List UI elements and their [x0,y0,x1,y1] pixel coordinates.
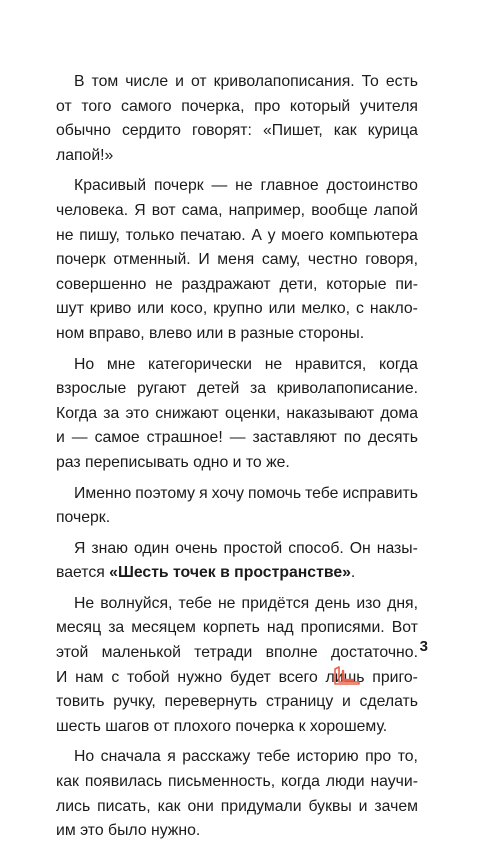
word: перевернуть [164,693,258,711]
word: пишу, [79,226,120,244]
word: как [157,797,181,815]
word: вообще [311,201,368,219]
word: компьютера [329,226,418,244]
word: нужно [177,668,223,686]
word: криволапописание. [276,380,418,398]
text-line: раз переписывать одно и то же. [56,453,290,471]
text-line [56,426,418,451]
text-line [56,95,418,120]
word: от [190,73,207,90]
word: помочь [248,484,302,502]
word: изо [356,594,382,612]
word: страницу [266,693,334,711]
text-line [56,353,418,378]
word: — [211,177,228,195]
word: месяц [56,619,102,637]
word: говорят: [191,122,252,140]
word: пи- [395,275,418,293]
method-title: «Шесть точек в пространстве» [109,564,351,582]
word: писать, [97,797,151,815]
word: раздражают [181,275,271,293]
word: саму, [261,251,301,269]
word: дома [380,404,418,422]
word: не [155,275,173,293]
word: человека. [56,201,129,219]
word: или [268,300,296,318]
paragraph [56,70,418,168]
word: есть [385,73,418,90]
text-line [56,402,418,427]
word: снижают [155,404,219,422]
word: курица [367,122,418,140]
word: знаю [91,539,128,557]
text-run: . [350,564,356,582]
word: взрослые [56,380,127,398]
word: не [217,594,236,612]
word: мне [106,355,136,373]
word: оценки, [224,404,281,422]
word: они [187,797,214,815]
word: лапой [373,201,418,219]
word: и [358,797,368,815]
word: поэтому [135,484,196,502]
text-line [56,592,418,617]
word: Красивый [74,177,147,195]
text-line [56,795,418,820]
text-line [56,119,418,144]
text-line [56,690,418,715]
page-number: 3 [419,638,428,655]
word: категорически [147,355,252,373]
word: корпеть [202,619,260,637]
word: Именно [74,484,132,502]
word: хочу [211,484,244,502]
word: когда [280,773,320,791]
word: Но [74,748,95,766]
word: Когда [56,404,98,422]
text-line [56,248,418,273]
word: тебе [305,484,339,502]
word: за [108,619,125,637]
text-line [56,273,418,298]
litres-logo-icon [329,663,369,687]
word: появилась [84,773,163,791]
word: волнуйся, [100,594,173,612]
word: не [235,177,253,195]
word: товить [56,693,105,711]
word: моего [281,226,324,244]
word: честно [307,251,358,269]
word: сначала [100,748,161,766]
text-line: шесть шагов от плохого почерка к хорошему. [56,717,388,735]
word: то, [397,748,418,766]
word: лись [56,797,91,815]
word: криволапописания. [213,73,355,90]
word: И [56,668,68,686]
text-line: ном вправо, влево или в разные стороны. [56,324,365,342]
word: способ. [288,539,344,557]
word: с [111,668,120,686]
word: я [199,484,208,502]
word: будет [230,668,271,686]
word: у [267,226,276,244]
word: сама, [181,201,223,219]
word: очень [175,539,218,557]
word: и [175,73,184,90]
word: приго- [372,668,418,686]
word: Он [349,539,371,557]
word: письменность, [167,773,276,791]
word: по [343,429,362,447]
word: наказывают [286,404,375,422]
word: криво [89,300,132,318]
word: сердито [121,122,181,140]
word: исправить [342,484,418,502]
word: люди [325,773,365,791]
word: Вот [391,619,418,637]
word: — [229,429,246,447]
text-line [56,199,418,224]
word: десять [368,429,418,447]
text-line [56,174,418,199]
word: нравится, [294,355,367,373]
word: меня [217,251,255,269]
paragraph [56,745,418,843]
word: я [167,748,176,766]
word: почерк [153,177,204,195]
word: тобой [127,668,170,686]
word: не [56,226,74,244]
text-line [56,616,418,641]
word: достоинство [326,177,418,195]
word: И [198,251,210,269]
word: тетради [194,644,253,662]
word: буквы [308,797,352,815]
word: месяцем [131,619,196,637]
word: над [266,619,294,637]
word: То [361,73,379,90]
word: как [56,773,79,791]
word: этой [56,644,89,662]
text-line [56,224,418,249]
word: дети, [279,275,318,293]
word: вот [151,201,176,219]
word: самое [94,429,140,447]
text-run: вается [56,564,110,582]
word: за [249,380,266,398]
word: маленькой [101,644,181,662]
body-text [56,70,418,850]
word: детей [197,380,240,398]
word: крупно [213,300,263,318]
paragraph [56,482,418,531]
word: Не [74,594,95,612]
word: В [74,73,85,90]
word: печатаю. [180,226,246,244]
text-line [56,537,418,562]
paragraph [56,174,418,346]
word: нам [75,668,104,686]
word: главное [260,177,319,195]
text-line [56,641,418,666]
word: накло- [369,300,418,318]
word: почерк [56,251,106,269]
word: заставляют [252,429,337,447]
word: Я [134,201,146,219]
text-line [56,377,418,402]
word: ручку, [113,693,156,711]
word: числе [125,73,169,90]
word: А [251,226,262,244]
word: который [289,97,351,115]
word: с [355,300,364,318]
paragraph [56,537,418,586]
text-line [56,482,418,507]
word: и [56,429,65,447]
word: почерка, [181,97,245,115]
word: и [341,693,351,711]
word: ругают [136,380,187,398]
word: когда [379,355,418,373]
word: тебе [178,594,212,612]
word: учителя [359,97,418,115]
word: тебе [256,748,291,766]
word: про [254,97,281,115]
word: расскажу [182,748,251,766]
word: сделать [359,693,418,711]
text-line: им это было нужно. [56,822,201,840]
word: страшное! [146,429,223,447]
word: самого [121,97,172,115]
word: день [315,594,351,612]
word: — [71,429,88,447]
text-line [56,70,418,95]
word: мелко, [301,300,351,318]
text-line [56,561,418,586]
text-line: почерк. [56,509,111,527]
word: придумали [220,797,302,815]
word: вполне [265,644,318,662]
text-line [56,297,418,322]
word: Я [74,539,86,557]
word: достаточно. [330,644,418,662]
word: обычно [56,122,111,140]
paragraph [56,353,418,476]
word: Но [74,355,95,373]
text-line [56,745,418,770]
word: только [125,226,175,244]
word: или [137,300,165,318]
word: от [56,97,72,115]
word: простой [223,539,283,557]
word: один [133,539,170,557]
word: придётся [241,594,310,612]
word: том [91,73,119,90]
word: которые [326,275,387,293]
word: дня, [387,594,418,612]
word: зачем [374,797,418,815]
word: прописями. [300,619,385,637]
text-line [56,770,418,795]
word: историю [296,748,359,766]
word: говоря, [365,251,418,269]
word: это [125,404,150,422]
word: «Пишет, [262,122,323,140]
word: не [264,355,283,373]
word: например, [228,201,306,219]
word: назы- [376,539,418,557]
word: шут [56,300,84,318]
word: как [333,122,357,140]
word: про [365,748,392,766]
word: научи- [370,773,418,791]
word: того [81,97,112,115]
word: всего [278,668,318,686]
word: косо, [170,300,208,318]
word: совершенно [56,275,147,293]
word: отменный. [113,251,191,269]
text-line: лапой!» [56,146,114,164]
word: за [103,404,120,422]
word: лишь [325,668,365,686]
